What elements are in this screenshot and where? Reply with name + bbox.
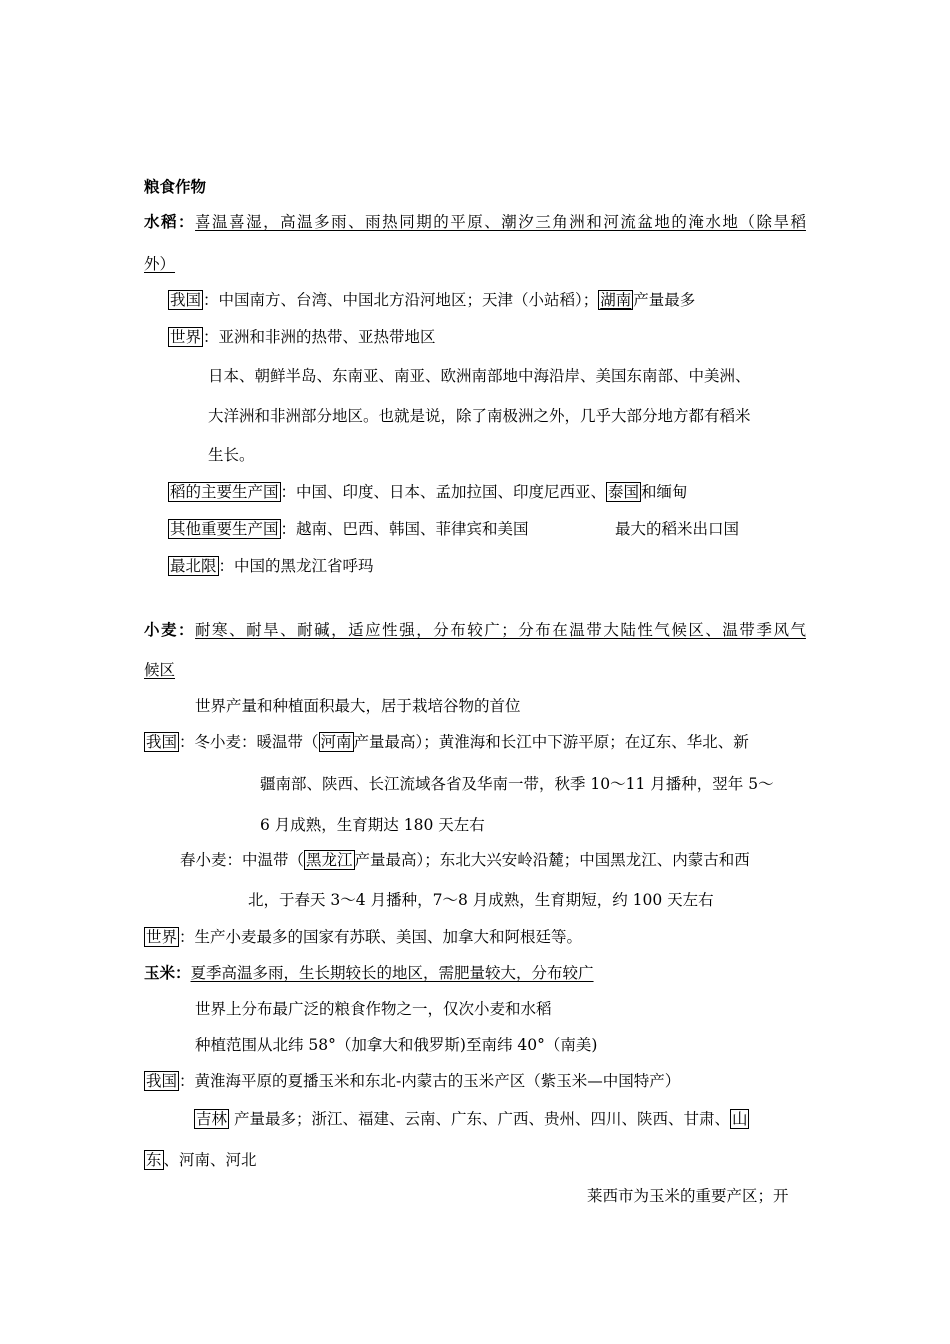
wheat-china-label: 我国 xyxy=(146,733,178,751)
corn-desc-line: 玉米：夏季高温多雨，生长期较长的地区，需肥量较大，分布较广 xyxy=(144,964,594,982)
corn-shandong-highlight-1: 山 xyxy=(731,1110,748,1128)
rice-other-producers: 其他重要生产国 ：越南、巴西、韩国、菲律宾和美国 xyxy=(170,520,529,538)
corn-label: 玉米 xyxy=(144,964,176,982)
rice-desc: 喜温喜湿，高温多雨、雨热同期的平原、潮汐三角洲和河流盆地的淹水地（除旱稻 xyxy=(195,213,806,231)
corn-note-1: 世界上分布最广泛的粮食作物之一，仅次小麦和水稻 xyxy=(195,1000,552,1018)
wheat-desc-line2: 候区 xyxy=(144,661,176,679)
rice-china-label: 我国 xyxy=(170,291,202,309)
wheat-heilongjiang-highlight: 黑龙江 xyxy=(306,851,353,869)
wheat-world-label: 世界 xyxy=(146,928,178,946)
wheat-winter-line3: 6 月成熟，生育期达 180 天左右 xyxy=(260,816,485,834)
rice-north-label: 最北限 xyxy=(170,557,217,575)
rice-world-paragraph-1: 日本、朝鲜半岛、东南亚、南亚、欧洲南部地中海沿岸、美国东南部、中美洲、 xyxy=(208,367,751,385)
wheat-spring-line2: 北，于春天 3～4 月播种，7～8 月成熟，生育期短，约 100 天左右 xyxy=(248,891,714,909)
rice-world-line: 世界 ：亚洲和非洲的热带、亚热带地区 xyxy=(170,328,436,346)
wheat-world-line: 世界 ：生产小麦最多的国家有苏联、美国、加拿大和阿根廷等。 xyxy=(146,928,583,946)
rice-hunan-highlight: 湖南 xyxy=(600,291,632,309)
corn-jilin-highlight: 吉林 xyxy=(196,1110,228,1128)
corn-jilin-line: 吉林 产量最多；浙江、福建、云南、广东、广西、贵州、四川、陕西、甘肃、 山 xyxy=(196,1110,748,1128)
corn-laixi-line: 莱西市为玉米的重要产区；开 xyxy=(587,1187,789,1205)
rice-world-label: 世界 xyxy=(170,328,202,346)
rice-other-label: 其他重要生产国 xyxy=(170,520,279,538)
rice-main-producers: 稻的主要生产国 ：中国、印度、日本、孟加拉国、印度尼西亚、 泰国 和缅甸 xyxy=(170,483,688,501)
wheat-desc-line1: 小麦：耐寒、耐旱、耐碱，适应性强，分布较广；分布在温带大陆性气候区、温带季风气 xyxy=(144,621,806,639)
corn-china-label: 我国 xyxy=(146,1072,178,1090)
wheat-desc: 耐寒、耐旱、耐碱，适应性强，分布较广；分布在温带大陆性气候区、温带季风气 xyxy=(195,621,806,639)
rice-label: 水稻 xyxy=(144,213,179,231)
rice-main-label: 稻的主要生产国 xyxy=(170,483,279,501)
rice-world-paragraph-3: 生长。 xyxy=(208,446,255,464)
page-title: 粮食作物 xyxy=(144,178,207,196)
wheat-henan-highlight: 河南 xyxy=(320,733,352,751)
rice-china-line: 我国 ：中国南方、台湾、中国北方沿河地区；天津（小站稻）； 湖南 产量最多 xyxy=(170,291,696,309)
corn-note-2: 种植范围从北纬 58°（加拿大和俄罗斯)至南纬 40°（南美) xyxy=(195,1036,598,1054)
corn-province-tail: 东 、河南、河北 xyxy=(146,1151,257,1169)
rice-export-note: 最大的稻米出口国 xyxy=(615,520,740,538)
rice-north-limit: 最北限 ：中国的黑龙江省呼玛 xyxy=(170,557,374,575)
rice-desc-line2: 外） xyxy=(144,255,176,273)
corn-desc: 夏季高温多雨，生长期较长的地区，需肥量较大，分布较广 xyxy=(190,964,594,982)
rice-world-paragraph-2: 大洋洲和非洲部分地区。也就是说，除了南极洲之外，几乎大部分地方都有稻米 xyxy=(208,407,751,425)
wheat-winter-line2: 疆南部、陕西、长江流域各省及华南一带，秋季 10～11 月播种，翌年 5～ xyxy=(260,775,774,793)
wheat-winter-line1: 我国 ：冬小麦：暖温带（ 河南 产量最高）；黄淮海和长江中下游平原；在辽东、华北、新 xyxy=(146,733,749,751)
rice-desc-line1: 水稻：喜温喜湿，高温多雨、雨热同期的平原、潮汐三角洲和河流盆地的淹水地（除旱稻 xyxy=(144,213,806,231)
wheat-label: 小麦 xyxy=(144,621,179,639)
corn-shandong-highlight-2: 东 xyxy=(146,1151,162,1169)
wheat-spring-line1: 春小麦：中温带（ 黑龙江 产量最高）；东北大兴安岭沿麓；中国黑龙江、内蒙古和西 xyxy=(180,851,750,869)
rice-thailand-highlight: 泰国 xyxy=(608,483,640,501)
wheat-note: 世界产量和种植面积最大，居于栽培谷物的首位 xyxy=(195,697,521,715)
corn-china-line: 我国 ：黄淮海平原的夏播玉米和东北-内蒙古的玉米产区（紫玉米—中国特产） xyxy=(146,1072,681,1090)
